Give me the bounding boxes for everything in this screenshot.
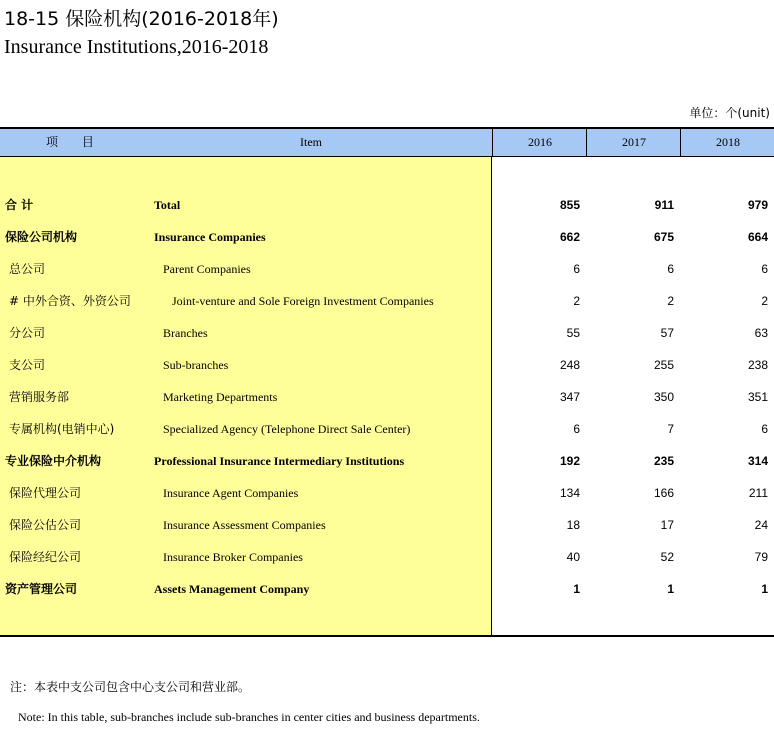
row-label-en: Professional Insurance Intermediary Institutions (154, 454, 405, 468)
table-header (0, 127, 774, 157)
header-item-en: Item (300, 135, 322, 149)
cell-2018: 6 (761, 262, 768, 276)
cell-2018: 1 (761, 582, 768, 596)
cell-2016: 6 (573, 262, 580, 276)
cell-2016: 40 (566, 550, 580, 564)
cell-2017: 17 (660, 518, 674, 532)
table-row (0, 349, 774, 381)
page-title-en: Insurance Institutions,2016-2018 (4, 36, 269, 58)
cell-2016: 18 (566, 518, 580, 532)
row-label-cn: 保险代理公司 (9, 486, 82, 500)
cell-2016: 347 (559, 390, 580, 404)
cell-2017: 675 (653, 230, 674, 244)
row-label-cn: 支公司 (9, 358, 46, 372)
row-label-cn: 分公司 (9, 326, 46, 340)
table-row (0, 189, 774, 221)
row-label-cn: 营销服务部 (9, 390, 70, 404)
row-label-en: Insurance Companies (154, 230, 266, 244)
row-label-cn: 保险公司机构 (5, 230, 78, 244)
table-row (0, 253, 774, 285)
cell-2017: 350 (653, 390, 674, 404)
cell-2016: 6 (573, 422, 580, 436)
cell-2017: 1 (667, 582, 674, 596)
table-row (0, 509, 774, 541)
cell-2018: 2 (761, 294, 768, 308)
cell-2017: 911 (654, 198, 674, 212)
row-label-cn: 保险经纪公司 (9, 550, 82, 564)
cell-2017: 57 (660, 326, 674, 340)
cell-2018: 63 (754, 326, 768, 340)
row-label-en: Branches (163, 326, 208, 340)
cell-2018: 211 (748, 486, 768, 500)
header-year-2016: 2016 (492, 129, 587, 156)
row-label-en: Sub-branches (163, 358, 229, 372)
table-row (0, 221, 774, 253)
cell-2018: 664 (747, 230, 768, 244)
cell-2018: 351 (747, 390, 768, 404)
row-label-en: Joint-venture and Sole Foreign Investment Companies (172, 294, 434, 308)
cell-2016: 192 (559, 454, 580, 468)
cell-2018: 6 (761, 422, 768, 436)
cell-2018: 314 (747, 454, 768, 468)
cell-2016: 248 (559, 358, 580, 372)
header-year-2018: 2018 (680, 129, 774, 156)
cell-2018: 979 (747, 198, 768, 212)
unit-label: 单位：个(unit) (689, 106, 770, 120)
cell-2017: 7 (667, 422, 674, 436)
cell-2016: 662 (559, 230, 580, 244)
table-row (0, 285, 774, 317)
row-label-en: Assets Management Company (154, 582, 310, 596)
table-row (0, 573, 774, 605)
row-label-en: Insurance Assessment Companies (163, 518, 326, 532)
row-label-en: Parent Companies (163, 262, 251, 276)
page-title-cn: 18-15 保险机构(2016-2018年) (4, 8, 279, 30)
table-bottom-rule (0, 635, 774, 637)
row-label-cn: 资产管理公司 (5, 582, 78, 596)
row-label-cn: 合 计 (5, 198, 34, 212)
row-label-cn: 专属机构(电销中心) (9, 422, 115, 436)
table-row (0, 317, 774, 349)
row-label-cn: # 中外合资、外资公司 (9, 294, 131, 308)
row-label-en: Marketing Departments (163, 390, 278, 404)
cell-2018: 24 (754, 518, 768, 532)
cell-2017: 2 (667, 294, 674, 308)
table-row (0, 413, 774, 445)
cell-2018: 79 (754, 550, 768, 564)
cell-2017: 52 (660, 550, 674, 564)
row-label-cn: 专业保险中介机构 (5, 454, 102, 468)
table-row (0, 381, 774, 413)
cell-2016: 1 (573, 582, 580, 596)
table-row (0, 477, 774, 509)
footnote-cn: 注：本表中支公司包含中心支公司和营业部。 (10, 680, 251, 694)
cell-2017: 255 (653, 358, 674, 372)
header-year-2017: 2017 (586, 129, 681, 156)
cell-2017: 6 (667, 262, 674, 276)
footnote-en: Note: In this table, sub-branches include sub-branches in center cities and business departments. (18, 710, 480, 724)
cell-2016: 55 (566, 326, 580, 340)
table-row (0, 541, 774, 573)
row-label-en: Insurance Agent Companies (163, 486, 299, 500)
cell-2018: 238 (747, 358, 768, 372)
data-table (0, 127, 774, 637)
row-label-en: Total (154, 198, 181, 212)
cell-2017: 166 (653, 486, 674, 500)
row-label-en: Insurance Broker Companies (163, 550, 303, 564)
row-label-cn: 总公司 (9, 262, 46, 276)
cell-2017: 235 (653, 454, 674, 468)
header-item-cn: 项 目 (46, 135, 104, 149)
cell-2016: 134 (559, 486, 580, 500)
cell-2016: 855 (559, 198, 580, 212)
row-label-en: Specialized Agency (Telephone Direct Sale Center) (163, 422, 411, 436)
table-row (0, 445, 774, 477)
cell-2016: 2 (573, 294, 580, 308)
row-label-cn: 保险公估公司 (9, 518, 82, 532)
